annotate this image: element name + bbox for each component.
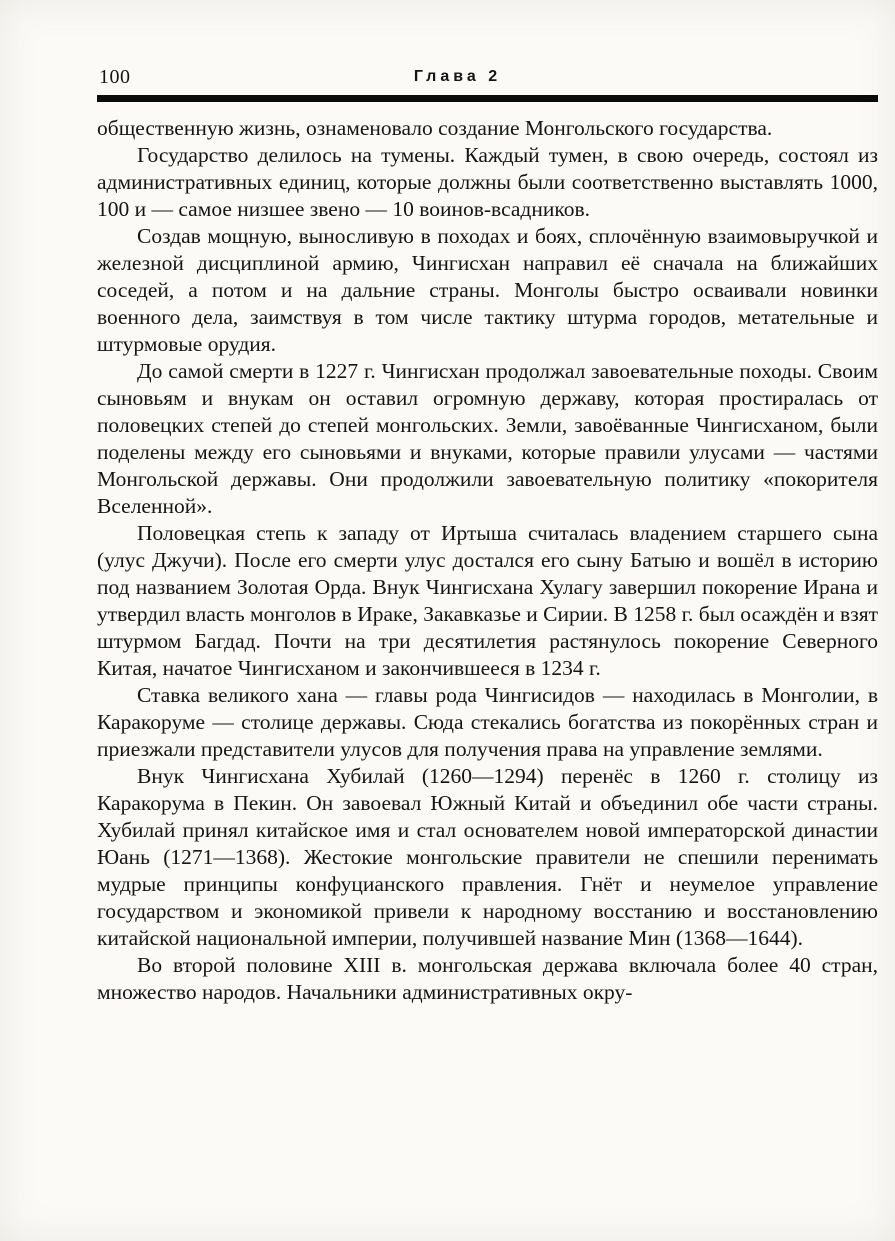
paragraph: Создав мощную, выносливую в походах и боях, сплочённую взаимовыручкой и железной дисциплиной армию, Чингисхан направил её сначала на ближайших соседей, а потом и на дальние страны. Монголы быстро осваивали новинки военного дела, заимствуя в том числе тактику штурма городов, метательные и штурмовые орудия. xyxy=(97,224,878,356)
page-header xyxy=(97,66,878,92)
body-text xyxy=(97,115,878,1006)
chapter-header: Глава 2 xyxy=(413,68,502,85)
paragraph: Половецкая степь к западу от Иртыша считалась владением старшего сына (улус Джучи). После его смерти улус достался его сыну Батыю и вошёл в историю под названием Золотая Орда. Внук Чингисхана Хулагу завершил покорение Ирана и утвердил власть монголов в Ираке, Закавказье и Сирии. В 1258 г. был осаждён и взят штурмом Багдад. Почти на три десятилетия растянулось покорение Северного Китая, начатое Чингисханом и закончившееся в 1234 г. xyxy=(97,521,878,680)
page-content xyxy=(97,66,878,1006)
paragraph: Ставка великого хана — главы рода Чингисидов — находилась в Монголии, в Каракоруме — столице державы. Сюда стекались богатства из покорённых стран и приезжали представители улусов для получения права на управление землями. xyxy=(97,683,878,761)
page-number: 100 xyxy=(99,66,131,88)
paragraph: Во второй половине XIII в. монгольская держава включала более 40 стран, множество народов. Начальники административных окру- xyxy=(97,953,878,1004)
paragraph: Государство делилось на тумены. Каждый тумен, в свою очередь, состоял из административных единиц, которые должны были соответственно выставлять 1000, 100 и — самое низшее звено — 10 воинов-всадников. xyxy=(97,143,878,221)
header-rule xyxy=(97,95,878,102)
paragraph: Внук Чингисхана Хубилай (1260—1294) перенёс в 1260 г. столицу из Каракорума в Пекин. Он завоевал Южный Китай и объединил обе части страны. Хубилай принял китайское имя и стал основателем новой императорской династии Юань (1271—1368). Жестокие монгольские правители не спешили перенимать мудрые принципы конфуцианского правления. Гнёт и неумелое управление государством и экономикой привели к народному восстанию и восстановлению китайской национальной империи, получившей название Мин (1368—1644). xyxy=(97,764,878,950)
paragraph: До самой смерти в 1227 г. Чингисхан продолжал завоевательные походы. Своим сыновьям и внукам он оставил огромную державу, которая простиралась от половецких степей до степей монгольских. Земли, завоёванные Чингисханом, были поделены между его сыновьями и внуками, которые правили улусами — частями Монгольской державы. Они продолжили завоевательную политику «покорителя Вселенной». xyxy=(97,359,878,518)
paragraph: общественную жизнь, ознаменовало создание Монгольского государства. xyxy=(97,116,773,140)
